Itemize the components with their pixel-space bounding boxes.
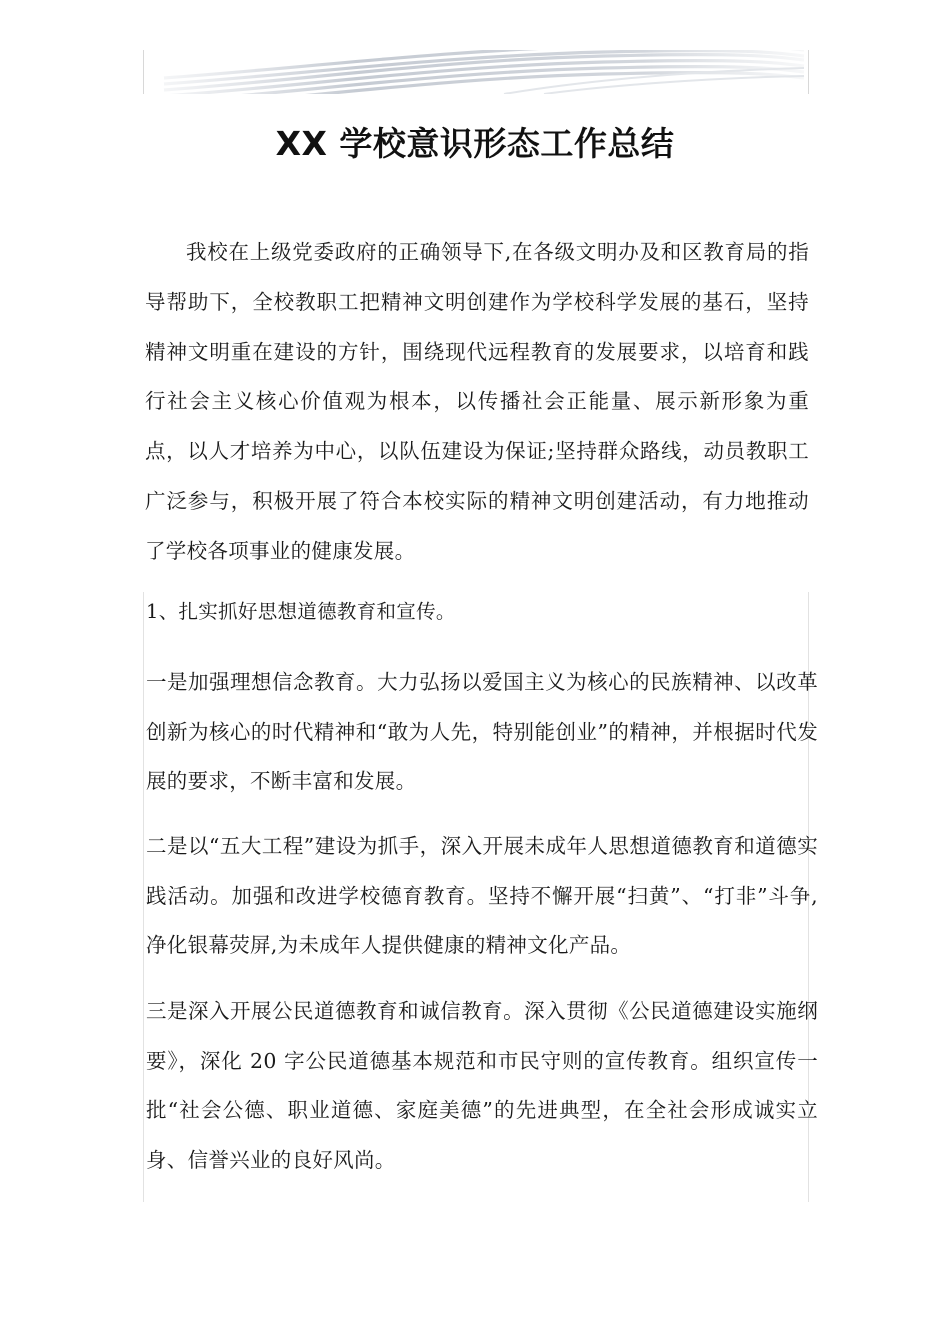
intro-paragraph: 我校在上级党委政府的正确领导下,在各级文明办及和区教育局的指导帮助下，全校教职工把精神文明创建作为学校科学发展的基石，坚持精神文明重在建设的方针，围绕现代远程教育的发展要求，以培育和践行社会主义核心价值观为根本，以传播社会正能量、展示新形象为重点，以人才培养为中心，以队伍建设为保证;坚持群众路线，动员教职工广泛参与，积极开展了符合本校实际的精神文明创建活动，有力地推动了学校各项事业的健康发展。 [145, 240, 809, 563]
list-item: 一是加强理想信念教育。大力弘扬以爱国主义为核心的民族精神、以改革创新为核心的时代精神和“敢为人先，特别能创业”的精神，并根据时代发展的要求，不断丰富和发展。 [146, 670, 818, 793]
section-heading: 1、扎实抓好思想道德教育和宣传。 [146, 600, 456, 623]
header-decoration [143, 50, 809, 94]
list-item: 三是深入开展公民道德教育和诚信教育。深入贯彻《公民道德建设实施纲要》，深化 20 字公民道德基本规范和市民守则的宣传教育。组织宣传一批“社会公德、职业道德、家庭美德”的先进典型，在全社会形成诚实立身、信誉兴业的良好风尚。 [146, 999, 818, 1172]
list-item: 二是以“五大工程”建设为抓手，深入开展未成年人思想道德教育和道德实践活动。加强和改进学校德育教育。坚持不懈开展“扫黄”、“打非”斗争,净化银幕荧屏,为未成年人提供健康的精神文化产品。 [146, 834, 818, 957]
wave-pattern-icon [144, 50, 808, 94]
page-title: XX 学校意识形态工作总结 [275, 124, 675, 163]
section-1 [143, 592, 818, 1202]
